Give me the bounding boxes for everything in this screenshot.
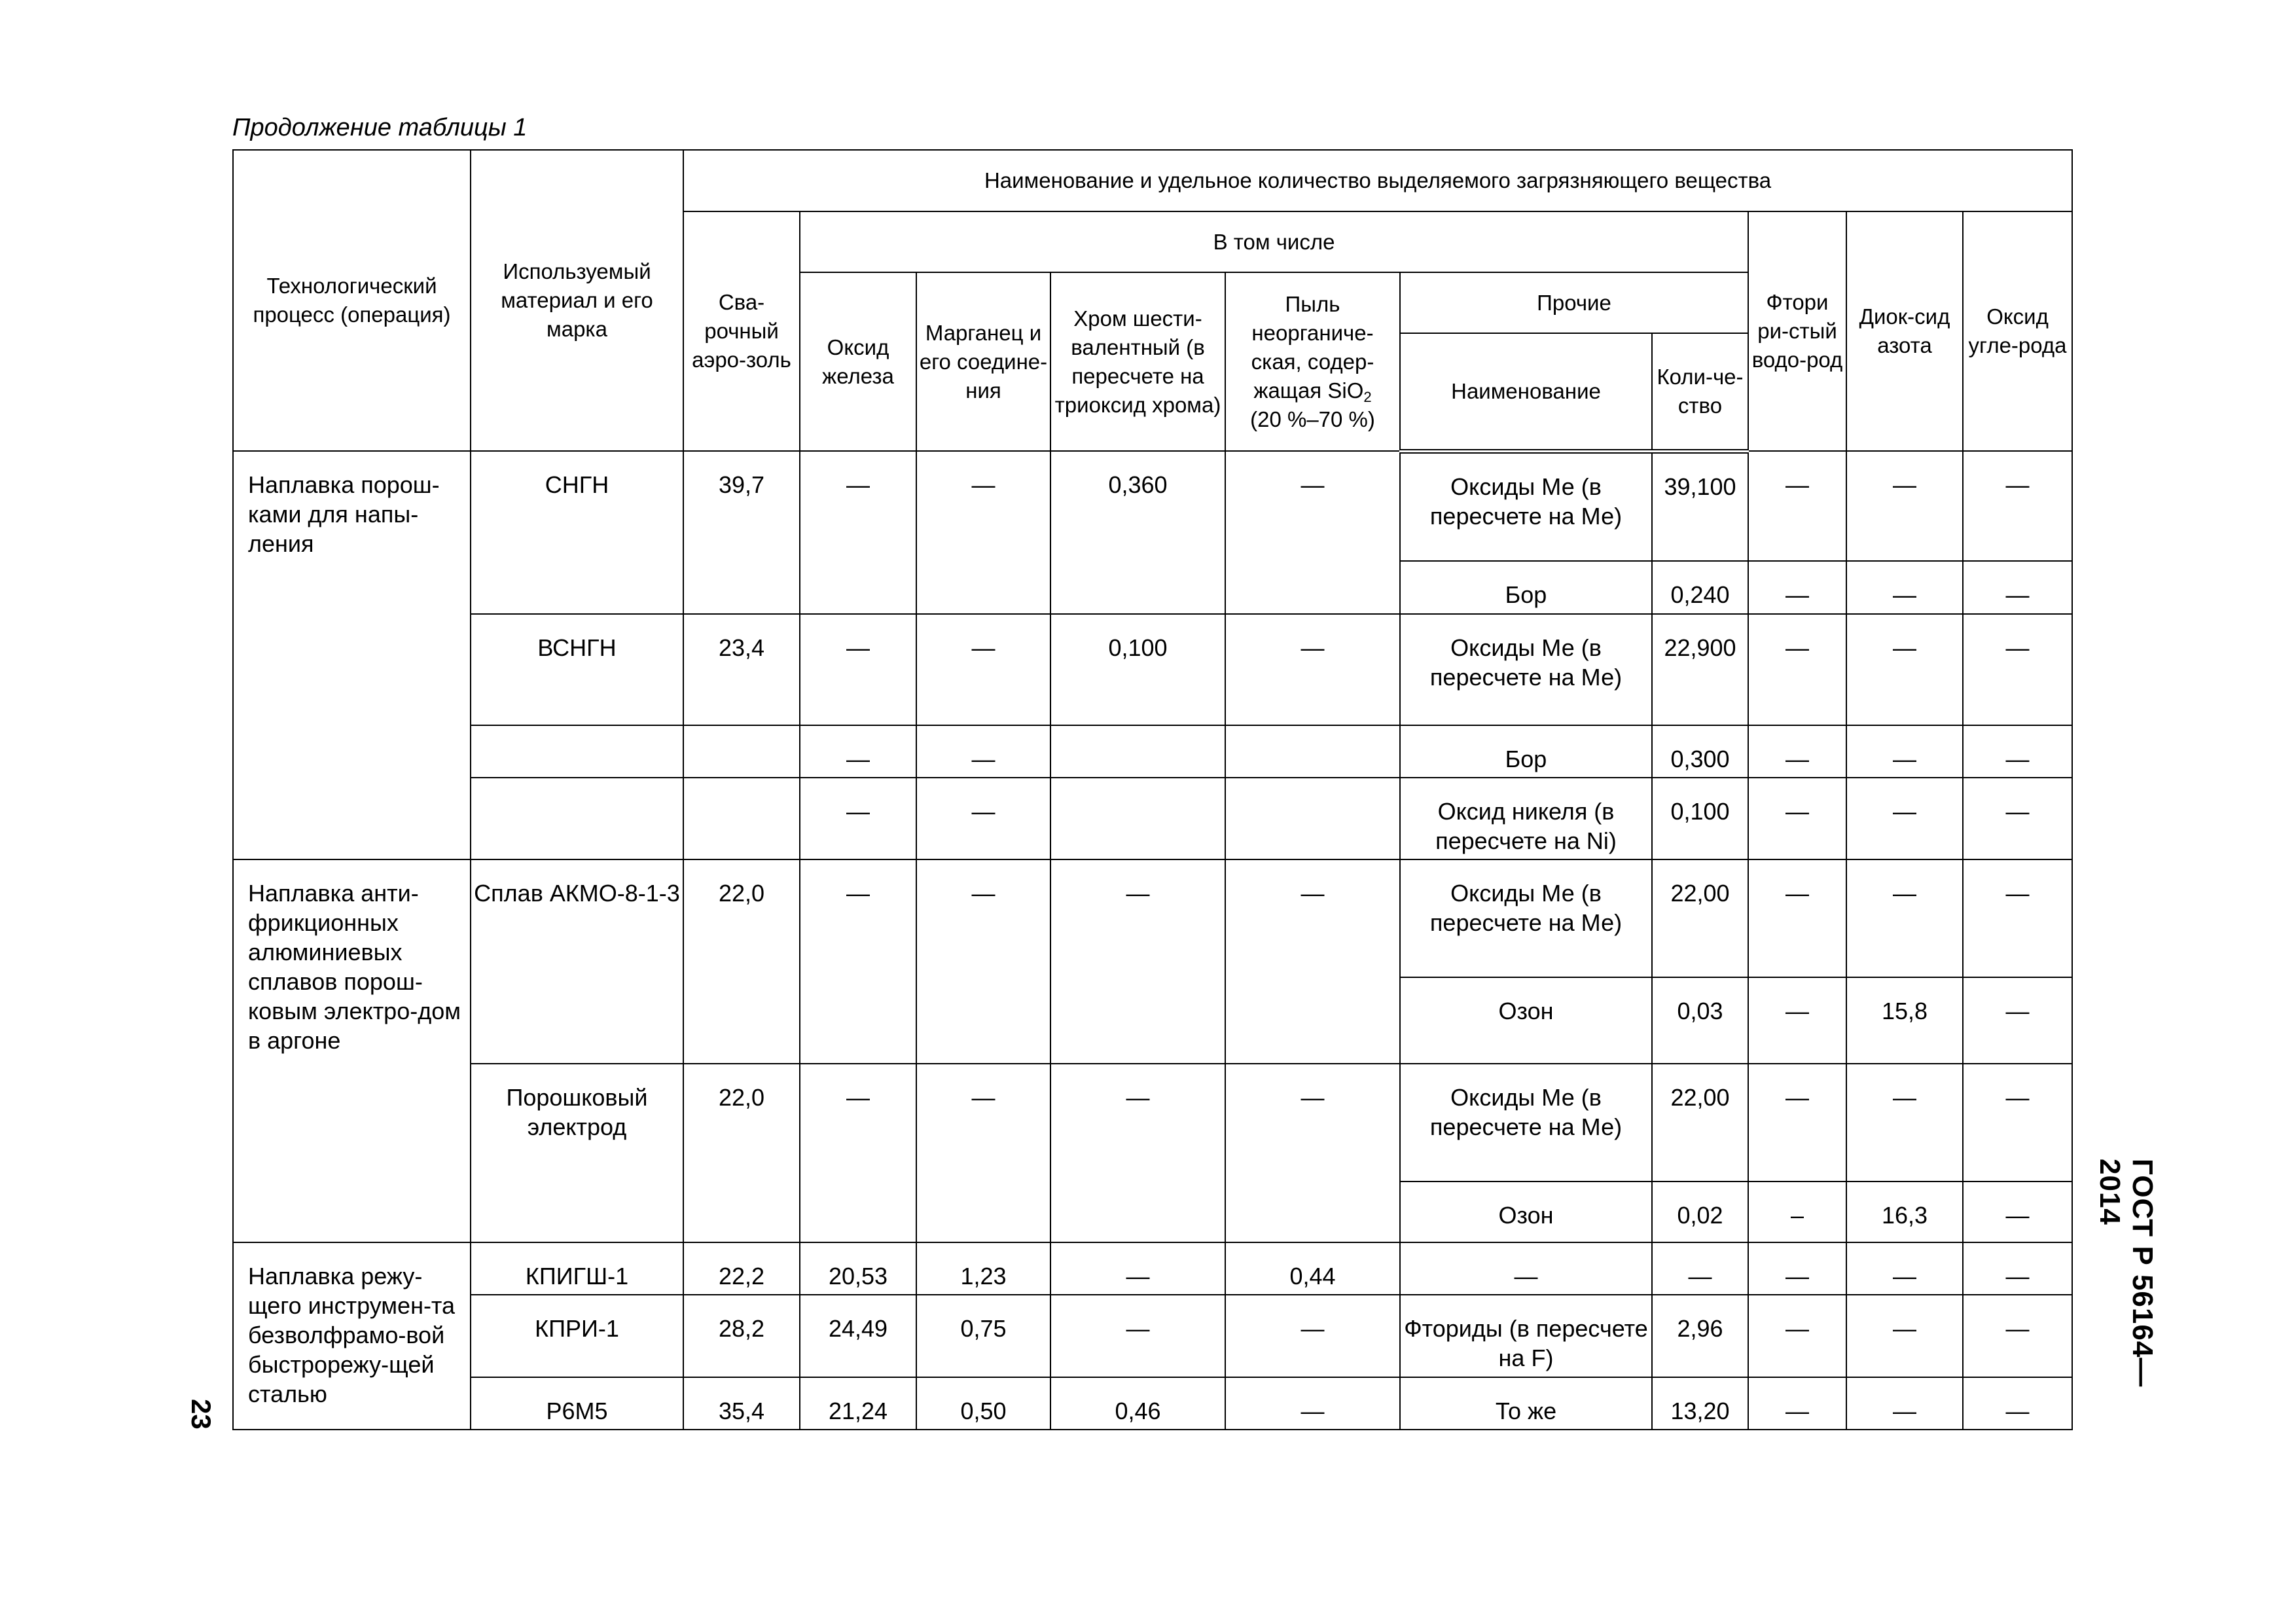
other-qty-cell: 0,100 bbox=[1652, 778, 1748, 859]
header-dust bbox=[1225, 272, 1400, 451]
hf-cell: — bbox=[1748, 561, 1846, 614]
table-caption: Продолжение таблицы 1 bbox=[232, 114, 528, 141]
header-co: Оксид угле-рода bbox=[1963, 211, 2072, 451]
chromium-cell: — bbox=[1050, 1064, 1225, 1242]
table-row bbox=[233, 778, 2072, 859]
co-cell: — bbox=[1963, 778, 2072, 859]
hf-cell: — bbox=[1748, 614, 1846, 725]
process-cell: Наплавка режу-щего инструмен-та безволфрамо-вой быстрорежу-щей сталью bbox=[233, 1242, 471, 1430]
aerosol-cell: 23,4 bbox=[683, 614, 800, 725]
other-qty-cell: 22,900 bbox=[1652, 614, 1748, 725]
co-cell: — bbox=[1963, 977, 2072, 1064]
material-cell: КПРИ-1 bbox=[471, 1295, 683, 1377]
other-name-cell: Озон bbox=[1400, 977, 1652, 1064]
table-row bbox=[233, 614, 2072, 725]
dust-cell: — bbox=[1225, 614, 1400, 725]
chromium-cell: 0,360 bbox=[1050, 451, 1225, 614]
header-aerosol: Сва-рочный аэро-золь bbox=[683, 211, 800, 451]
iron-cell: — bbox=[800, 725, 916, 778]
co-cell: — bbox=[1963, 725, 2072, 778]
no2-cell: — bbox=[1846, 1295, 1963, 1377]
other-name-cell: Оксиды Ме (в пересчете на Ме) bbox=[1400, 614, 1652, 725]
no2-cell: — bbox=[1846, 561, 1963, 614]
header-other-qty: Коли-че-ство bbox=[1652, 333, 1748, 451]
manganese-cell: 1,23 bbox=[916, 1242, 1050, 1295]
no2-cell: — bbox=[1846, 859, 1963, 977]
no2-cell: 15,8 bbox=[1846, 977, 1963, 1064]
no2-cell: — bbox=[1846, 778, 1963, 859]
manganese-cell: — bbox=[916, 725, 1050, 778]
hf-cell: – bbox=[1748, 1182, 1846, 1242]
table-row bbox=[233, 1064, 2072, 1182]
other-name-cell: Оксиды Ме (в пересчете на Ме) bbox=[1400, 1064, 1652, 1182]
other-qty-cell: 22,00 bbox=[1652, 859, 1748, 977]
hf-cell: — bbox=[1748, 725, 1846, 778]
header-dust-line1: Пыль неорганиче-ская, содер-жащая SiO bbox=[1251, 291, 1374, 403]
hf-cell: — bbox=[1748, 451, 1846, 561]
chromium-cell bbox=[1050, 725, 1225, 778]
header-material: Используемый материал и его марка bbox=[471, 150, 683, 451]
header-dust-line2: (20 %–70 %) bbox=[1250, 406, 1375, 431]
chromium-cell: 0,46 bbox=[1050, 1377, 1225, 1430]
header-other: Прочие bbox=[1400, 272, 1748, 333]
chromium-cell bbox=[1050, 778, 1225, 859]
aerosol-cell bbox=[683, 725, 800, 778]
header-iron-oxide: Оксид железа bbox=[800, 272, 916, 451]
co-cell: — bbox=[1963, 1242, 2072, 1295]
material-cell: Порошковый электрод bbox=[471, 1064, 683, 1242]
aerosol-cell: 39,7 bbox=[683, 451, 800, 614]
material-cell: Р6М5 bbox=[471, 1377, 683, 1430]
material-cell: ВСНГН bbox=[471, 614, 683, 725]
chromium-cell: 0,100 bbox=[1050, 614, 1225, 725]
manganese-cell: — bbox=[916, 778, 1050, 859]
hf-cell: — bbox=[1748, 778, 1846, 859]
hf-cell: — bbox=[1748, 859, 1846, 977]
hf-cell: — bbox=[1748, 977, 1846, 1064]
aerosol-cell: 22,2 bbox=[683, 1242, 800, 1295]
header-including: В том числе bbox=[800, 211, 1748, 272]
header-no2: Диок-сид азота bbox=[1846, 211, 1963, 451]
other-qty-cell: 2,96 bbox=[1652, 1295, 1748, 1377]
process-cell: Наплавка анти-фрикционных алюминиевых сплавов порош-ковым электро-дом в аргоне bbox=[233, 859, 471, 1242]
material-cell: КПИГШ-1 bbox=[471, 1242, 683, 1295]
chromium-cell: — bbox=[1050, 859, 1225, 1064]
dust-cell: 0,44 bbox=[1225, 1242, 1400, 1295]
dust-cell: — bbox=[1225, 1064, 1400, 1242]
dust-cell bbox=[1225, 778, 1400, 859]
other-qty-cell: 0,300 bbox=[1652, 725, 1748, 778]
co-cell: — bbox=[1963, 1377, 2072, 1430]
iron-cell: — bbox=[800, 614, 916, 725]
iron-cell: 21,24 bbox=[800, 1377, 916, 1430]
standard-designation: ГОСТ Р 56164—2014 bbox=[2094, 1159, 2159, 1388]
manganese-cell: 0,50 bbox=[916, 1377, 1050, 1430]
header-other-name: Наименование bbox=[1400, 333, 1652, 451]
co-cell: — bbox=[1963, 614, 2072, 725]
other-name-cell: Оксиды Ме (в пересчете на Ме) bbox=[1400, 859, 1652, 977]
process-cell: Наплавка порош-ками для напы-ления bbox=[233, 451, 471, 859]
table-row bbox=[233, 859, 2072, 977]
dust-cell bbox=[1225, 725, 1400, 778]
other-qty-cell: — bbox=[1652, 1242, 1748, 1295]
dust-cell: — bbox=[1225, 1295, 1400, 1377]
no2-cell: — bbox=[1846, 614, 1963, 725]
table-row bbox=[233, 1377, 2072, 1430]
material-cell: СНГН bbox=[471, 451, 683, 614]
material-cell: Сплав АКМО-8-1-3 bbox=[471, 859, 683, 1064]
header-dust-subscript: 2 bbox=[1363, 388, 1372, 405]
no2-cell: 16,3 bbox=[1846, 1182, 1963, 1242]
co-cell: — bbox=[1963, 561, 2072, 614]
other-qty-cell: 0,240 bbox=[1652, 561, 1748, 614]
iron-cell: — bbox=[800, 1064, 916, 1242]
dust-cell: — bbox=[1225, 1377, 1400, 1430]
aerosol-cell: 22,0 bbox=[683, 1064, 800, 1242]
other-name-cell: То же bbox=[1400, 1377, 1652, 1430]
no2-cell: — bbox=[1846, 725, 1963, 778]
aerosol-cell: 22,0 bbox=[683, 859, 800, 1064]
hf-cell: — bbox=[1748, 1242, 1846, 1295]
page-number: 23 bbox=[186, 1398, 217, 1430]
dust-cell: — bbox=[1225, 859, 1400, 1064]
other-name-cell: Бор bbox=[1400, 725, 1652, 778]
hf-cell: — bbox=[1748, 1295, 1846, 1377]
no2-cell: — bbox=[1846, 1242, 1963, 1295]
other-qty-cell: 0,03 bbox=[1652, 977, 1748, 1064]
manganese-cell: — bbox=[916, 451, 1050, 614]
other-name-cell: Бор bbox=[1400, 561, 1652, 614]
iron-cell: 20,53 bbox=[800, 1242, 916, 1295]
header-pollutant-group: Наименование и удельное количество выделяемого загрязняющего вещества bbox=[683, 150, 2072, 211]
other-name-cell: Оксиды Ме (в пересчете на Ме) bbox=[1400, 451, 1652, 561]
dust-cell: — bbox=[1225, 451, 1400, 614]
co-cell: — bbox=[1963, 451, 2072, 561]
header-manganese: Марганец и его соедине-ния bbox=[916, 272, 1050, 451]
co-cell: — bbox=[1963, 859, 2072, 977]
chromium-cell: — bbox=[1050, 1242, 1225, 1295]
table-row bbox=[233, 451, 2072, 561]
hf-cell: — bbox=[1748, 1064, 1846, 1182]
iron-cell: — bbox=[800, 778, 916, 859]
aerosol-cell: 35,4 bbox=[683, 1377, 800, 1430]
other-qty-cell: 13,20 bbox=[1652, 1377, 1748, 1430]
header-hf: Фтори ри-стый водо-род bbox=[1748, 211, 1846, 451]
other-qty-cell: 22,00 bbox=[1652, 1064, 1748, 1182]
manganese-cell: 0,75 bbox=[916, 1295, 1050, 1377]
other-qty-cell: 0,02 bbox=[1652, 1182, 1748, 1242]
other-qty-cell: 39,100 bbox=[1652, 451, 1748, 561]
material-cell bbox=[471, 725, 683, 778]
table-row bbox=[233, 725, 2072, 778]
header-process: Технологический процесс (операция) bbox=[233, 150, 471, 451]
manganese-cell: — bbox=[916, 1064, 1050, 1242]
table-row bbox=[233, 1295, 2072, 1377]
no2-cell: — bbox=[1846, 1064, 1963, 1182]
iron-cell: 24,49 bbox=[800, 1295, 916, 1377]
other-name-cell: Озон bbox=[1400, 1182, 1652, 1242]
emissions-table bbox=[232, 149, 2073, 1430]
aerosol-cell: 28,2 bbox=[683, 1295, 800, 1377]
manganese-cell: — bbox=[916, 614, 1050, 725]
other-name-cell: Фториды (в пересчете на F) bbox=[1400, 1295, 1652, 1377]
other-name-cell: Оксид никеля (в пересчете на Ni) bbox=[1400, 778, 1652, 859]
material-cell bbox=[471, 778, 683, 859]
header-chromium: Хром шести-валентный (в пересчете на триоксид хрома) bbox=[1050, 272, 1225, 451]
table-row bbox=[233, 1242, 2072, 1295]
manganese-cell: — bbox=[916, 859, 1050, 1064]
hf-cell: — bbox=[1748, 1377, 1846, 1430]
chromium-cell: — bbox=[1050, 1295, 1225, 1377]
no2-cell: — bbox=[1846, 1377, 1963, 1430]
co-cell: — bbox=[1963, 1182, 2072, 1242]
iron-cell: — bbox=[800, 451, 916, 614]
iron-cell: — bbox=[800, 859, 916, 1064]
co-cell: — bbox=[1963, 1295, 2072, 1377]
co-cell: — bbox=[1963, 1064, 2072, 1182]
aerosol-cell bbox=[683, 778, 800, 859]
other-name-cell: — bbox=[1400, 1242, 1652, 1295]
no2-cell: — bbox=[1846, 451, 1963, 561]
